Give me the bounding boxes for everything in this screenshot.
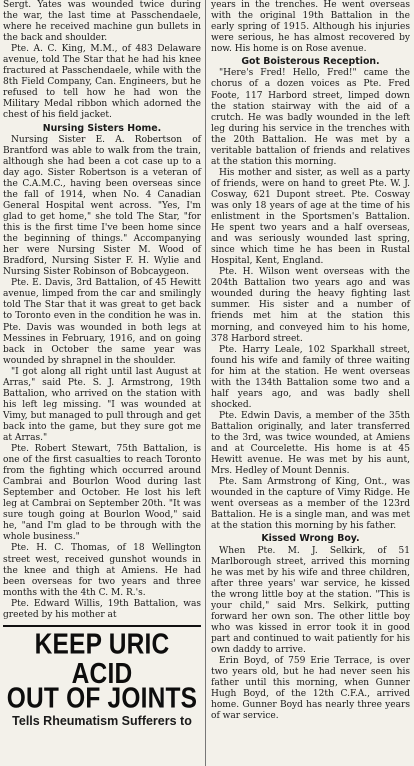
article-paragraph: "Here's Fred! Hello, Fred!" came the chorus of a dozen voices as Pte. Fred Foote, 117 Harbord street, limped down the station stairway with the aid of a crutch. He was badly wounded in the left leg during his service in the trenches with the 20th Battalion. He was met by a veritable battalion of friends and relatives at the station this morning.: [211, 68, 410, 167]
article-paragraph: Pte. Edwin Davis, a member of the 35th Battalion originally, and later transferred to the 3rd, was twice wounded, at Amiens and at Courcelette. His home is at 45 Hewitt avenue. He was met by his aunt, Mrs. Hedley of Mount Dennis.: [211, 410, 410, 477]
left-column: [3, 0, 201, 729]
article-paragraph: Pte. Harry Leale, 102 Sparkhall street, found his wife and family of three waiting for him at the station. He went overseas with the 134th Battalion some two and a half years ago, and was badly shell shocked.: [211, 344, 410, 410]
subheading-nursing-sisters: Nursing Sisters Home.: [42, 122, 162, 134]
article-paragraph: Sergt. Yates was wounded twice during the war, the last time at Passchendaele, where he received machine gun bullets in the back and shoulder.: [3, 0, 201, 44]
article-paragraph: His mother and sister, as well as a party of friends, were on hand to greet Pte. W. J. Cosway, 621 Dupont street. Pte. Cosway was only 18 years of age at the time of his enlistment in the Sportsmen's Battalion. He spent two years and a half overseas, and was seriously wounded last spring, since which time he has been in Rustal Hospital, Kent, England.: [211, 167, 410, 267]
article-paragraph: Nursing Sister E. A. Robertson of Brantford was able to walk from the train, although she had been a cot case up to a day ago. Sister Robertson is a veteran of the C.A.M.C., having been overseas since the fall of 1914, when No. 4 Canadian General Hospital went across. "Yes, I'm glad to get home," she told The Star, "for this is the first time I've been home since the beginning of things." Accompanying her were Nursing Sister M. Wood of Bradford, Nursing Sister F. H. Wylie and Nursing Sister Robinson of Bobcaygeon.: [3, 134, 201, 278]
article-paragraph: years in the trenches. He went overseas with the original 19th Battalion in the early spring of 1915. Although his injuries were serious, he has almost recovered by now. His home is on Rose avenue.: [211, 0, 410, 55]
article-paragraph: Pte. Edward Willis, 19th Battalion, was greeted by his mother at: [3, 598, 201, 620]
article-paragraph: When Pte. M. J. Selkirk, of 51 Marlborough street, arrived this morning he was met by his wife and three children, after three years' war service, he kissed the wrong little boy at the station. "This is your child," said Mrs. Selkirk, putting forward her own son. The other little boy who was kissed in error took it in good part and continued to wait patiently for his own daddy to arrive.: [211, 545, 410, 656]
article-paragraph: Pte. H. Wilson went overseas with the 204th Battalion two years ago and was wounded during the heavy fighting last summer. His sister and a number of friends met him at the station this morning, and conveyed him to his home, 378 Harbord street.: [211, 267, 410, 344]
subheading-kissed-wrong-boy: Kissed Wrong Boy.: [261, 533, 360, 545]
right-column: [211, 0, 410, 722]
article-paragraph: Pte. H. C. Thomas, of 18 Wellington street west, received gunshot wounds in the knee and thigh at Amiens. He had been overseas for two years and three months with the 4th C. M. R.'s.: [3, 543, 201, 598]
article-paragraph: Pte. E. Davis, 3rd Battalion, of 45 Hewitt avenue, limped from the car and smilingly told The Star that it was great to get back to Toronto even in the condition he was in. Pte. Davis was wounded in both legs at Messines in February, 1916, and on going back in October the same year was wounded by shrapnel in the shoulder.: [3, 278, 201, 366]
advertisement: [3, 625, 201, 729]
column-divider: [205, 0, 206, 766]
article-paragraph: Pte. Sam Armstrong of King, Ont., was wounded in the capture of Vimy Ridge. He went overseas as a member of the 123rd Battalion. He is a single man, and was met at the station this morning by his father.: [211, 477, 410, 532]
article-paragraph: Pte. Robert Stewart, 75th Battalion, is one of the first casualties to reach Toronto from the fighting which occurred around Cambrai and Bourlon Wood during last September and October. He lost his left leg at Cambrai on September 20th. "It was sure tough going at Bourlon Wood," said he, "and I'm glad to be through with the whole business.": [3, 444, 201, 543]
article-paragraph: "I got along all right until last August at Arras," said Pte. S. J. Armstrong, 19th Battalion, who arrived on the station with his left leg missing. "I was wounded at Vimy, but managed to pull through and get back into the game, but they sure got me at Arras.": [3, 366, 201, 443]
ad-headline-line-2: OUT OF JOINTS: [6, 682, 198, 715]
subheading-boisterous-reception: Got Boisterous Reception.: [241, 56, 380, 68]
article-paragraph: Pte. A. C. King, M.M., of 483 Delaware avenue, told The Star that he had his knee fractured at Passchendaele, while with the 8th Field Company, Can. Engineers, but he refused to tell how he had won the Military Medal ribbon which adorned the chest of his field jacket.: [3, 44, 201, 121]
ad-subheadline: Tells Rheumatism Sufferers to: [12, 713, 192, 728]
ad-headline-line-1: KEEP URIC ACID: [34, 628, 170, 690]
article-paragraph: Erin Boyd, of 759 Erie Terrace, is over two years old, but he had never seen his father until this morning, when Gunner Hugh Boyd, of the 12th C.F.A., arrived home. Gunner Boyd has nearly three years of war service.: [211, 656, 410, 722]
